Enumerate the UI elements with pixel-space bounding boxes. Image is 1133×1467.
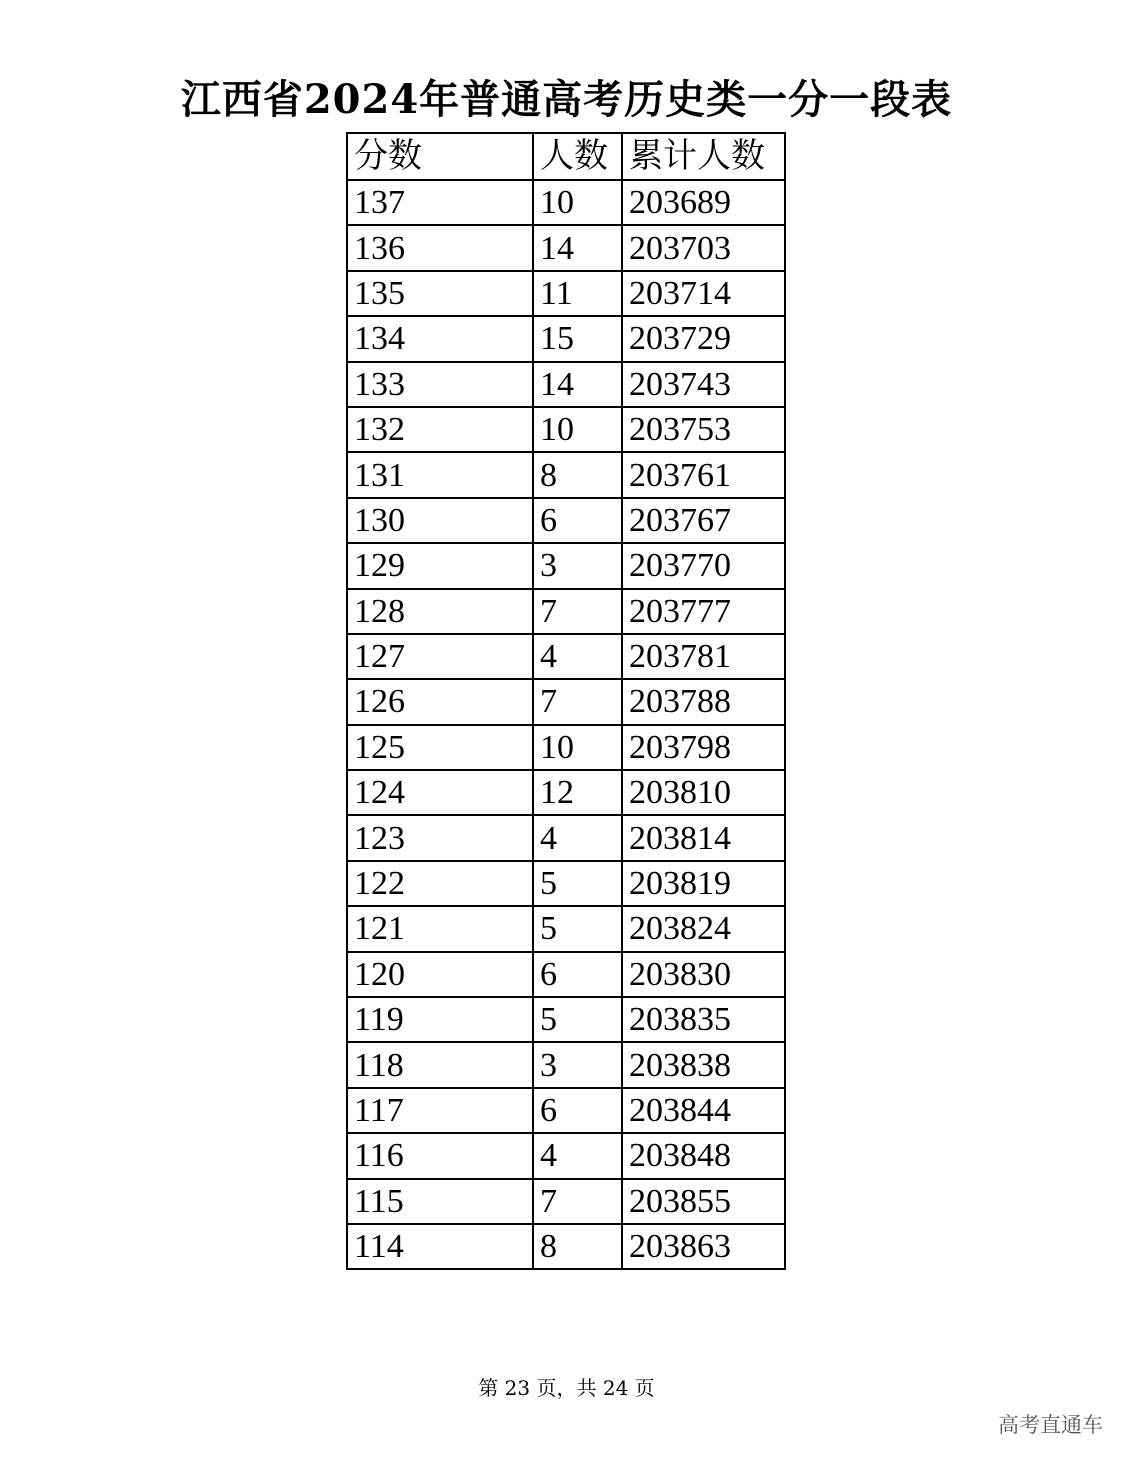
cell-score: 117	[347, 1088, 533, 1133]
cell-count: 5	[533, 906, 622, 951]
table-row	[347, 997, 785, 1042]
page-title: 江西省2024年普通高考历史类一分一段表	[180, 76, 953, 123]
cell-score: 115	[347, 1179, 533, 1224]
cell-cumulative: 203761	[622, 452, 785, 497]
cell-score: 120	[347, 952, 533, 997]
cell-cumulative: 203689	[622, 180, 785, 225]
table-row	[347, 316, 785, 361]
cell-count: 6	[533, 952, 622, 997]
cell-cumulative: 203848	[622, 1133, 785, 1178]
cell-count: 8	[533, 1224, 622, 1269]
cell-count: 4	[533, 634, 622, 679]
cell-count: 8	[533, 452, 622, 497]
cell-score: 132	[347, 407, 533, 452]
table-row	[347, 589, 785, 634]
table-row	[347, 770, 785, 815]
watermark: 高考直通车	[998, 1413, 1103, 1437]
table-row	[347, 180, 785, 225]
cell-score: 134	[347, 316, 533, 361]
cell-count: 3	[533, 1042, 622, 1087]
cell-cumulative: 203777	[622, 589, 785, 634]
score-table	[346, 132, 786, 1270]
table-row	[347, 634, 785, 679]
table-header-row	[347, 133, 785, 180]
header-count: 人数	[533, 133, 622, 180]
table-row	[347, 452, 785, 497]
cell-cumulative: 203714	[622, 271, 785, 316]
cell-cumulative: 203810	[622, 770, 785, 815]
cell-count: 12	[533, 770, 622, 815]
cell-cumulative: 203838	[622, 1042, 785, 1087]
cell-score: 125	[347, 725, 533, 770]
cell-score: 129	[347, 543, 533, 588]
table-row	[347, 725, 785, 770]
cell-cumulative: 203830	[622, 952, 785, 997]
cell-count: 5	[533, 861, 622, 906]
cell-cumulative: 203770	[622, 543, 785, 588]
cell-count: 3	[533, 543, 622, 588]
cell-score: 122	[347, 861, 533, 906]
cell-cumulative: 203703	[622, 225, 785, 270]
cell-cumulative: 203835	[622, 997, 785, 1042]
cell-count: 6	[533, 1088, 622, 1133]
cell-count: 4	[533, 1133, 622, 1178]
table-row	[347, 543, 785, 588]
cell-score: 128	[347, 589, 533, 634]
cell-score: 135	[347, 271, 533, 316]
cell-cumulative: 203781	[622, 634, 785, 679]
cell-score: 127	[347, 634, 533, 679]
cell-score: 114	[347, 1224, 533, 1269]
cell-cumulative: 203753	[622, 407, 785, 452]
cell-score: 123	[347, 815, 533, 860]
table-row	[347, 861, 785, 906]
cell-cumulative: 203824	[622, 906, 785, 951]
cell-count: 7	[533, 1179, 622, 1224]
cell-count: 10	[533, 180, 622, 225]
table-row	[347, 815, 785, 860]
table-row	[347, 906, 785, 951]
cell-cumulative: 203814	[622, 815, 785, 860]
table-row	[347, 679, 785, 724]
cell-cumulative: 203855	[622, 1179, 785, 1224]
table-row	[347, 1042, 785, 1087]
table-row	[347, 1088, 785, 1133]
cell-score: 130	[347, 498, 533, 543]
header-cumulative: 累计人数	[622, 133, 785, 180]
cell-count: 6	[533, 498, 622, 543]
cell-score: 133	[347, 362, 533, 407]
cell-cumulative: 203788	[622, 679, 785, 724]
cell-count: 14	[533, 225, 622, 270]
table-row	[347, 498, 785, 543]
cell-score: 116	[347, 1133, 533, 1178]
table-row	[347, 407, 785, 452]
cell-cumulative: 203819	[622, 861, 785, 906]
cell-count: 15	[533, 316, 622, 361]
cell-count: 4	[533, 815, 622, 860]
cell-cumulative: 203798	[622, 725, 785, 770]
table-row	[347, 1133, 785, 1178]
cell-count: 5	[533, 997, 622, 1042]
table-row	[347, 1224, 785, 1269]
cell-score: 118	[347, 1042, 533, 1087]
cell-count: 14	[533, 362, 622, 407]
cell-score: 126	[347, 679, 533, 724]
cell-score: 121	[347, 906, 533, 951]
table-row	[347, 271, 785, 316]
page-footer: 第 23 页，共 24 页	[478, 1376, 655, 1400]
cell-score: 124	[347, 770, 533, 815]
cell-score: 131	[347, 452, 533, 497]
cell-cumulative: 203729	[622, 316, 785, 361]
cell-cumulative: 203743	[622, 362, 785, 407]
cell-cumulative: 203767	[622, 498, 785, 543]
table-row	[347, 225, 785, 270]
cell-score: 137	[347, 180, 533, 225]
cell-count: 11	[533, 271, 622, 316]
header-score: 分数	[347, 133, 533, 180]
cell-score: 119	[347, 997, 533, 1042]
table-row	[347, 1179, 785, 1224]
cell-score: 136	[347, 225, 533, 270]
cell-count: 10	[533, 407, 622, 452]
cell-cumulative: 203844	[622, 1088, 785, 1133]
cell-count: 7	[533, 679, 622, 724]
cell-count: 10	[533, 725, 622, 770]
cell-cumulative: 203863	[622, 1224, 785, 1269]
cell-count: 7	[533, 589, 622, 634]
table-row	[347, 952, 785, 997]
table-row	[347, 362, 785, 407]
